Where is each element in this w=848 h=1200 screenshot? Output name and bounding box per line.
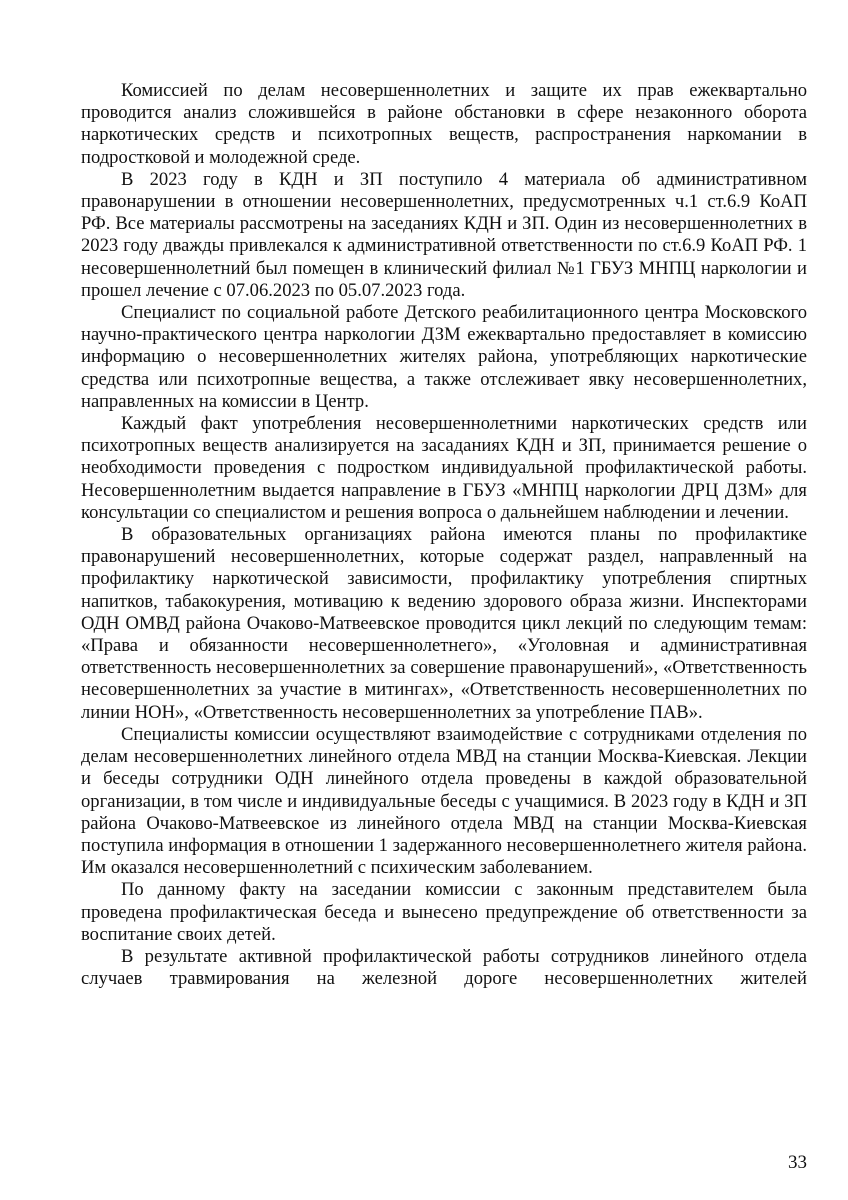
document-body [81,80,807,990]
paragraph: В образовательных организациях района имеются планы по профилактике правонарушений несовершеннолетних, которые содержат раздел, направленный на профилактику наркотической зависимости, профилактику употребления спиртных напитков, табакокурения, мотивацию к ведению здорового образа жизни. Инспекторами ОДН ОМВД района Очаково-Матвеевское проводится цикл лекций по следующим темам: «Права и обязанности несовершеннолетнего», «Уголовная и административная ответственность несовершеннолетних за совершение правонарушений», «Ответственность несовершеннолетних за участие в митингах», «Ответственность несовершеннолетних по линии НОН», «Ответственность несовершеннолетних за употребление ПАВ». [81,524,807,723]
paragraph: Комиссией по делам несовершеннолетних и защите их прав ежеквартально проводится анализ сложившейся в районе обстановки в сфере незаконного оборота наркотических средств и психотропных веществ, распространения наркомании в подростковой и молодежной среде. [81,80,807,168]
paragraph: Каждый факт употребления несовершеннолетними наркотических средств или психотропных веществ анализируется на засаданиях КДН и ЗП, принимается решение о необходимости проведения с подростком индивидуальной профилактической работы. Несовершеннолетним выдается направление в ГБУЗ «МНПЦ наркологии ДРЦ ДЗМ» для консультации со специалистом и решения вопроса о дальнейшем наблюдении и лечении. [81,413,807,523]
paragraph: В результате активной профилактической работы сотрудников линейного отдела случаев травмирования на железной дороге несовершеннолетних жителей [81,945,807,990]
paragraph: В 2023 году в КДН и ЗП поступило 4 материала об административном правонарушении в отношении несовершеннолетних, предусмотренных ч.1 ст.6.9 КоАП РФ. Все материалы рассмотрены на заседаниях КДН и ЗП. Один из несовершеннолетних в 2023 году дважды привлекался к административной ответственности по ст.6.9 КоАП РФ. 1 несовершеннолетний был помещен в клинический филиал №1 ГБУЗ МНПЦ наркологии и прошел лечение с 07.06.2023 по 05.07.2023 года. [81,168,807,301]
paragraph: По данному факту на заседании комиссии с законным представителем была проведена профилактическая беседа и вынесено предупреждение об ответственности за воспитание своих детей. [81,879,807,945]
page-number: 33 [788,1152,807,1173]
paragraph: Специалист по социальной работе Детского реабилитационного центра Московского научно-практического центра наркологии ДЗМ ежеквартально предоставляет в комиссию информацию о несовершеннолетних жителях района, употребляющих наркотические средства или психотропные вещества, а также отслеживает явку несовершеннолетних, направленных на комиссии в Центр. [81,302,807,412]
paragraph: Специалисты комиссии осуществляют взаимодействие с сотрудниками отделения по делам несовершеннолетних линейного отдела МВД на станции Москва-Киевская. Лекции и беседы сотрудники ОДН линейного отдела проведены в каждой образовательной организации, в том числе и индивидуальные беседы с учащимися. В 2023 году в КДН и ЗП района Очаково-Матвеевское из линейного отдела МВД на станции Москва-Киевская поступила информация в отношении 1 задержанного несовершеннолетнего жителя района. Им оказался несовершеннолетний с психическим заболеванием. [81,723,807,879]
